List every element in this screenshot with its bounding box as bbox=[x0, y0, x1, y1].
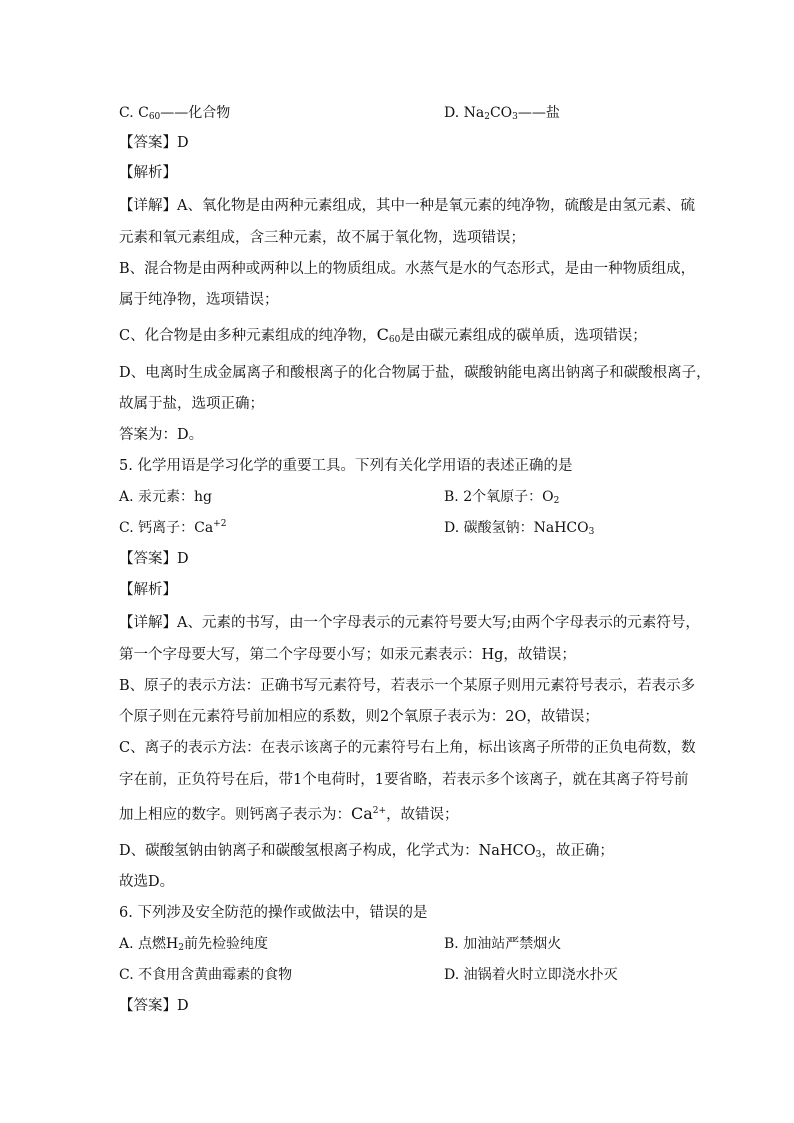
q5-detail-line-7-suffix: ，故错误； bbox=[386, 807, 459, 823]
q4-option-c-prefix: C. C bbox=[119, 105, 149, 121]
q4-option-c-suffix: ——化合物 bbox=[160, 105, 231, 121]
q5-detail-line-7-sup: 2+ bbox=[372, 806, 387, 816]
q4-option-d-mid: CO bbox=[489, 105, 513, 121]
q5-detail-line-8-suffix: ，故正确； bbox=[541, 843, 614, 859]
q5-conclusion: 故选D。 bbox=[119, 874, 175, 890]
q5-detail-line-1: 【详解】A、元素的书写，由一个字母表示的元素符号要大写;由两个字母表示的元素符号， bbox=[119, 615, 700, 631]
q4-detail-line-6: D、电离时生成金属离子和酸根离子的化合物属于盐，碳酸钠能电离出钠离子和碳酸根离子， bbox=[119, 365, 711, 381]
q5-option-d-sub: 3 bbox=[588, 527, 595, 537]
q4-answer: 【答案】D bbox=[119, 135, 189, 151]
q4-option-d-suffix: ——盐 bbox=[517, 105, 560, 121]
q5-detail-line-4: 个原子则在元素符号前加相应的系数，则2个氧原子表示为：2O，故错误； bbox=[119, 709, 599, 725]
q5-option-d bbox=[444, 518, 594, 538]
q5-analysis-label: 【解析】 bbox=[119, 582, 177, 598]
q6-question: 6. 下列涉及安全防范的操作或做法中，错误的是 bbox=[119, 905, 428, 921]
q5-option-c-sup: +2 bbox=[213, 519, 227, 529]
q4-detail-line-4: 属于纯净物，选项错误； bbox=[119, 292, 279, 308]
q5-option-b-sub: 2 bbox=[553, 496, 560, 506]
q4-detail-line-5-sub: 60 bbox=[388, 335, 401, 345]
q5-option-c bbox=[119, 518, 226, 538]
q4-detail-line-5 bbox=[119, 325, 679, 346]
q5-detail-line-8-prefix: D、碳酸氢钠由钠离子和碳酸氢根离子构成，化学式为：NaHCO bbox=[119, 843, 536, 859]
q5-option-b-prefix: B. 2个氧原子：O bbox=[444, 489, 554, 505]
q6-option-c: C. 不食用含黄曲霉素的食物 bbox=[119, 967, 293, 983]
q6-option-b: B. 加油站严禁烟火 bbox=[444, 936, 562, 952]
q5-detail-line-8 bbox=[119, 841, 679, 861]
q4-detail-line-5-prefix: C、化合物是由多种元素组成的纯净物， bbox=[119, 328, 377, 344]
q5-detail-line-5: C、离子的表示方法：在表示该离子的元素符号右上角，标出该离子所带的正负电荷数，数 bbox=[119, 740, 696, 756]
q4-detail-line-3: B、混合物是由两种或两种以上的物质组成。水蒸气是水的气态形式，是由一种物质组成， bbox=[119, 261, 696, 277]
q5-detail-line-8-sub: 3 bbox=[535, 850, 542, 860]
q6-option-a-prefix: A. 点燃H bbox=[119, 936, 179, 952]
q5-option-c-prefix: C. 钙离子：Ca bbox=[119, 520, 214, 536]
q5-answer: 【答案】D bbox=[119, 551, 189, 567]
q4-option-c bbox=[119, 103, 230, 123]
q4-detail-line-7: 故属于盐，选项正确； bbox=[119, 396, 264, 412]
q6-option-a bbox=[119, 934, 268, 954]
q5-detail-line-2: 第一个字母要大写，第二个字母要小写；如汞元素表示：Hg，故错误； bbox=[119, 647, 576, 663]
q5-option-b bbox=[444, 487, 559, 507]
q4-analysis-label: 【解析】 bbox=[119, 165, 177, 181]
q5-option-a: A. 汞元素：hg bbox=[119, 489, 212, 505]
q6-option-a-suffix: 前先检验纯度 bbox=[183, 936, 268, 952]
q5-question: 5. 化学用语是学习化学的重要工具。下列有关化学用语的表述正确的是 bbox=[119, 458, 573, 474]
q5-detail-line-6: 字在前，正负符号在后，带1个电荷时，1要省略，若表示多个该离子，就在其离子符号前 bbox=[119, 772, 689, 788]
q5-detail-line-7-prefix: 加上相应的数字。则钙离子表示为： bbox=[119, 807, 351, 823]
q4-option-c-sub: 60 bbox=[148, 112, 161, 122]
q4-option-d bbox=[444, 103, 560, 123]
q5-option-d-prefix: D. 碳酸氢钠：NaHCO bbox=[444, 520, 589, 536]
q6-option-d: D. 油锅着火时立即浇水扑灭 bbox=[444, 967, 618, 983]
q4-detail-line-2: 元素和氧元素组成，含三种元素，故不属于氧化物，选项错误； bbox=[119, 230, 525, 246]
q6-answer: 【答案】D bbox=[119, 998, 189, 1014]
q5-detail-line-7-formula: Ca bbox=[351, 804, 373, 823]
q6-option-a-sub: 2 bbox=[178, 943, 184, 953]
q5-detail-line-7 bbox=[119, 804, 679, 825]
q4-detail-line-5-formula: C bbox=[376, 325, 389, 344]
q4-detail-line-1: 【详解】A、氧化物是由两种元素组成，其中一种是氧元素的纯净物，硫酸是由氢元素、硫 bbox=[119, 198, 695, 214]
q4-option-d-sub2: 3 bbox=[512, 112, 518, 122]
q4-option-d-prefix: D. Na bbox=[444, 105, 485, 121]
q4-option-d-sub1: 2 bbox=[484, 112, 490, 122]
q5-detail-line-3: B、原子的表示方法：正确书写元素符号，若表示一个某原子则用元素符号表示，若表示多 bbox=[119, 678, 696, 694]
q4-detail-line-5-suffix: 是由碳元素组成的碳单质，选项错误； bbox=[400, 328, 647, 344]
q4-conclusion: 答案为：D。 bbox=[119, 427, 204, 443]
